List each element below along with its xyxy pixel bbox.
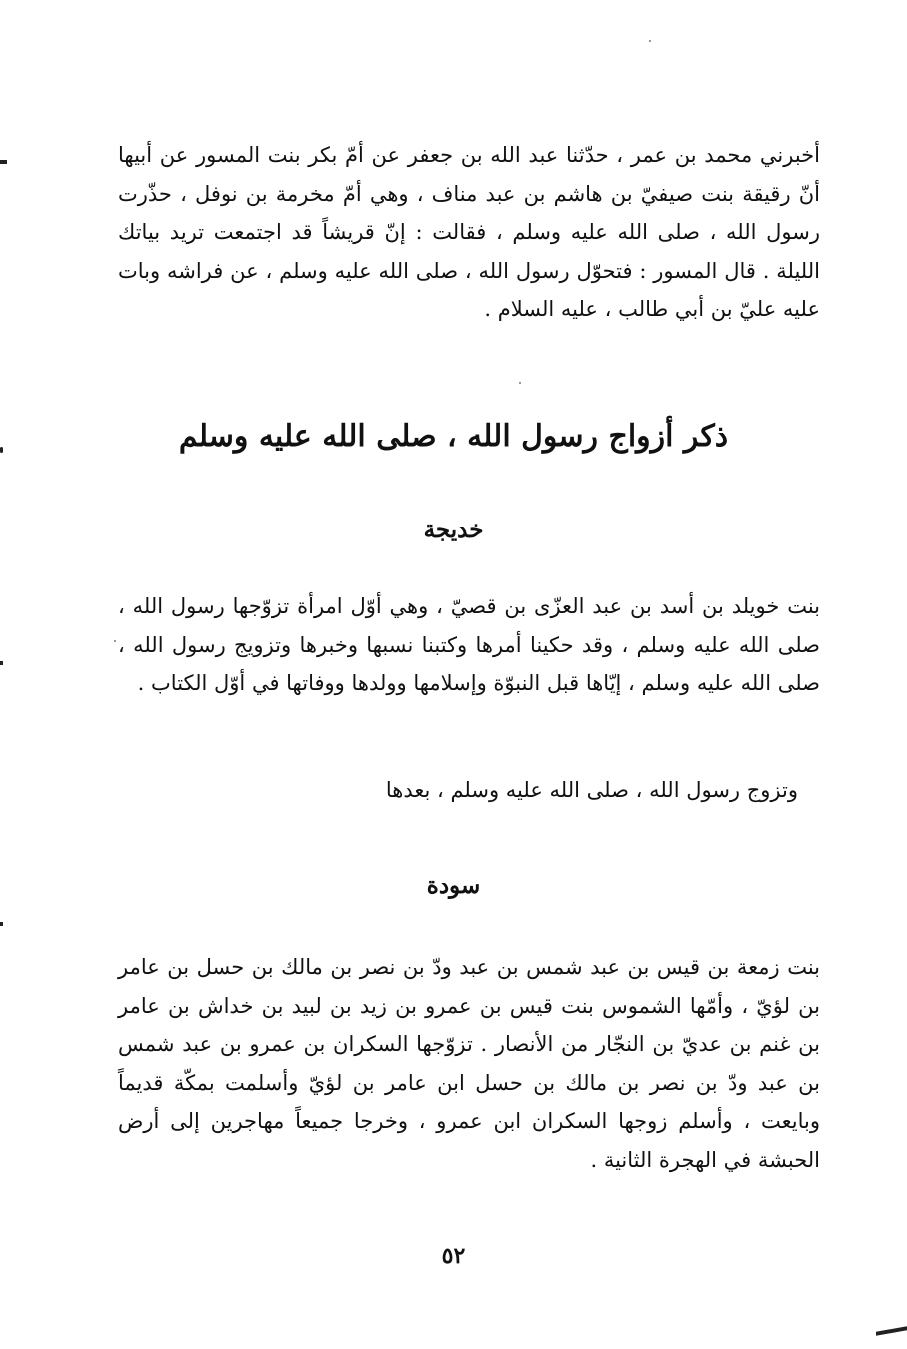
scan-speck <box>519 382 521 384</box>
section-heading-wives: ذكر أزواج رسول الله ، صلى الله عليه وسلم <box>178 419 729 454</box>
scan-edge-mark <box>0 160 7 164</box>
intro-paragraph: أخبرني محمد بن عمر ، حدّثنا عبد الله بن جعفر عن أمّ بكر بنت المسور عن أبيها أنّ رقيقة بنت صيفيّ بن هاشم بن عبد مناف ، وهي أمّ مخرمة بن نوفل ، حذّرت رسول الله ، صلى الله عليه وسلم ، فقالت : إنّ قريشاً قد اجتمعت تريد بياتك الليلة . قال المسور : فتحوّل رسول الله ، صلى الله عليه وسلم ، عن فراشه وبات عليه عليّ بن أبي طالب ، عليه السلام . <box>118 143 820 321</box>
scan-corner-mark <box>876 1326 907 1335</box>
scan-speck <box>649 40 651 42</box>
scan-edge-mark <box>0 661 3 665</box>
khadija-paragraph: بنت خويلد بن أسد بن عبد العزّى بن قصيّ ، وهي أوّل امرأة تزوّجها رسول الله ، صلى الله عليه وسلم ، وقد حكينا أمرها وكتبنا نسبها وخبرها وتزويج رسول الله ، صلى الله عليه وسلم ، إيّاها قبل النبوّة وإسلامها وولدها ووفاتها في أوّل الكتاب . <box>118 594 820 695</box>
sawda-paragraph: بنت زمعة بن قيس بن عبد شمس بن عبد ودّ بن نصر بن مالك بن حسل بن عامر بن لؤيّ ، وأمّها الشموس بنت قيس بن عمرو بن زيد بن لبيد بن خداش بن عامر بن غنم بن عديّ بن النجّار من الأنصار . تزوّجها السكران بن عمرو بن عبد شمس بن عبد ودّ بن نصر بن مالك بن حسل ابن عامر بن لؤيّ وأسلمت بمكّة قديماً وبايعت ، وأسلم زوجها السكران ابن عمرو ، وخرجا جميعاً مهاجرين إلى أرض الحبشة في الهجرة الثانية . <box>118 955 820 1172</box>
subheading-khadija: خديجة <box>423 516 484 543</box>
subheading-sawda: سودة <box>426 872 481 899</box>
scan-edge-mark <box>0 922 3 926</box>
khadija-closing-line: وتزوج رسول الله ، صلى الله عليه وسلم ، بعدها <box>385 778 798 802</box>
page-number: ٥٢ <box>441 1243 466 1269</box>
scan-speck <box>114 640 116 642</box>
